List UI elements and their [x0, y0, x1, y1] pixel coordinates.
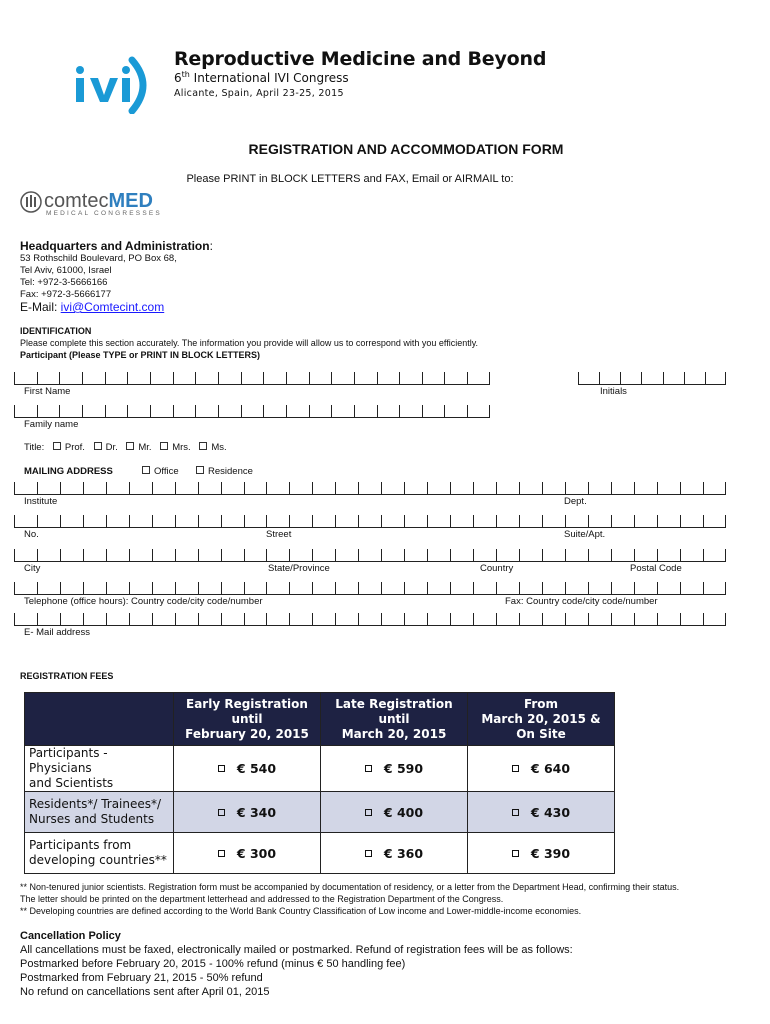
- letter-box[interactable]: [620, 372, 641, 384]
- letter-box[interactable]: [377, 372, 400, 384]
- letter-box[interactable]: [634, 515, 657, 527]
- letter-box[interactable]: [599, 372, 620, 384]
- hq-fax: Fax: +972-3-5666177: [20, 289, 112, 300]
- letter-box[interactable]: [657, 549, 680, 561]
- family-name-field[interactable]: [14, 405, 490, 418]
- telephone-label: Telephone (office hours): Country code/city code/number: [24, 596, 263, 607]
- letter-box[interactable]: [680, 549, 703, 561]
- number-label: No.: [24, 529, 39, 540]
- letter-box[interactable]: [473, 515, 496, 527]
- country-label: Country: [480, 563, 514, 574]
- letter-box[interactable]: [358, 482, 381, 494]
- letter-box[interactable]: [106, 613, 129, 625]
- fee-option[interactable]: € 360: [321, 833, 468, 874]
- letter-box[interactable]: [404, 613, 427, 625]
- letter-box[interactable]: [221, 549, 244, 561]
- letter-box[interactable]: [611, 482, 634, 494]
- letter-box[interactable]: [404, 515, 427, 527]
- letter-box[interactable]: [467, 405, 490, 417]
- letter-box[interactable]: [588, 515, 611, 527]
- letter-box[interactable]: [60, 482, 83, 494]
- letter-box[interactable]: [496, 582, 519, 594]
- letter-box[interactable]: [358, 582, 381, 594]
- letter-box[interactable]: [611, 582, 634, 594]
- letter-box[interactable]: [427, 549, 450, 561]
- institute-label: Institute: [24, 496, 58, 507]
- letter-box[interactable]: [354, 405, 377, 417]
- fee-option[interactable]: € 340: [174, 792, 321, 833]
- letter-box[interactable]: [106, 482, 129, 494]
- letter-box[interactable]: [266, 482, 289, 494]
- city-label: City: [24, 563, 41, 574]
- letter-box[interactable]: [519, 582, 542, 594]
- letter-box[interactable]: [198, 482, 221, 494]
- state-label: State/Province: [268, 563, 330, 574]
- letter-box[interactable]: [129, 613, 152, 625]
- letter-box[interactable]: [14, 372, 37, 384]
- letter-box[interactable]: [175, 549, 198, 561]
- institute-field[interactable]: [14, 482, 726, 495]
- title-mr-checkbox[interactable]: Mr.: [126, 442, 151, 453]
- letter-box[interactable]: [218, 405, 241, 417]
- letter-box[interactable]: [657, 515, 680, 527]
- letter-box[interactable]: [198, 549, 221, 561]
- letter-box[interactable]: [59, 405, 82, 417]
- letter-box[interactable]: [152, 515, 175, 527]
- letter-box[interactable]: [152, 549, 175, 561]
- letter-box[interactable]: [129, 549, 152, 561]
- letter-box[interactable]: [467, 372, 490, 384]
- letter-box[interactable]: [14, 549, 37, 561]
- cancellation-line: No refund on cancellations sent after April 01, 2015: [20, 986, 270, 998]
- letter-box[interactable]: [657, 482, 680, 494]
- letter-box[interactable]: [266, 582, 289, 594]
- fax-label: Fax: Country code/city code/number: [505, 596, 658, 607]
- letter-box[interactable]: [422, 372, 445, 384]
- letter-box[interactable]: [473, 482, 496, 494]
- letter-box[interactable]: [427, 582, 450, 594]
- letter-box[interactable]: [404, 482, 427, 494]
- letter-box[interactable]: [105, 372, 128, 384]
- letter-box[interactable]: [60, 515, 83, 527]
- letter-box[interactable]: [422, 405, 445, 417]
- letter-box[interactable]: [496, 482, 519, 494]
- letter-box[interactable]: [37, 405, 60, 417]
- letter-box[interactable]: [450, 482, 473, 494]
- footnote: ** Developing countries are defined according to the World Bank Country Classification of Low income and Lower-middle-income economies.: [20, 906, 582, 916]
- title-prof-checkbox[interactable]: Prof.: [53, 442, 85, 453]
- letter-box[interactable]: [266, 613, 289, 625]
- letter-box[interactable]: [354, 372, 377, 384]
- letter-box[interactable]: [331, 372, 354, 384]
- letter-box[interactable]: [312, 482, 335, 494]
- letter-box[interactable]: [198, 515, 221, 527]
- ivi-logo: [66, 56, 156, 114]
- form-title: REGISTRATION AND ACCOMMODATION FORM: [248, 141, 564, 157]
- letter-box[interactable]: [14, 582, 37, 594]
- letter-box[interactable]: [82, 405, 105, 417]
- fee-option[interactable]: € 390: [468, 833, 615, 874]
- letter-box[interactable]: [221, 582, 244, 594]
- letter-box[interactable]: [634, 613, 657, 625]
- letter-box[interactable]: [14, 405, 37, 417]
- letter-box[interactable]: [105, 405, 128, 417]
- letter-box[interactable]: [381, 613, 404, 625]
- letter-box[interactable]: [106, 549, 129, 561]
- letter-box[interactable]: [59, 372, 82, 384]
- letter-box[interactable]: [663, 372, 684, 384]
- letter-box[interactable]: [150, 372, 173, 384]
- letter-box[interactable]: [450, 582, 473, 594]
- letter-box[interactable]: [335, 613, 358, 625]
- letter-box[interactable]: [60, 613, 83, 625]
- first-name-field[interactable]: [14, 372, 490, 385]
- letter-box[interactable]: [588, 482, 611, 494]
- letter-box[interactable]: [106, 515, 129, 527]
- fees-header-row: [25, 693, 615, 746]
- letter-box[interactable]: [14, 482, 37, 494]
- letter-box[interactable]: [289, 582, 312, 594]
- letter-box[interactable]: [588, 549, 611, 561]
- title-ms-checkbox[interactable]: Ms.: [199, 442, 226, 453]
- telephone-fax-field[interactable]: [14, 582, 726, 595]
- letter-box[interactable]: [312, 515, 335, 527]
- letter-box[interactable]: [634, 582, 657, 594]
- letter-box[interactable]: [60, 549, 83, 561]
- first-name-label: First Name: [24, 386, 71, 397]
- fee-option[interactable]: € 590: [321, 746, 468, 792]
- letter-box[interactable]: [399, 405, 422, 417]
- letter-box[interactable]: [335, 515, 358, 527]
- fees-category: Participants - Physicians and Scientists: [25, 746, 174, 792]
- congress-location: Alicante, Spain, April 23-25, 2015: [174, 88, 344, 99]
- letter-box[interactable]: [588, 582, 611, 594]
- fees-category: Residents*/ Trainees*/ Nurses and Students: [25, 792, 174, 833]
- letter-box[interactable]: [241, 372, 264, 384]
- hq-address-line: Tel Aviv, 61000, Israel: [20, 265, 112, 276]
- letter-box[interactable]: [703, 582, 726, 594]
- fee-option[interactable]: € 400: [321, 792, 468, 833]
- letter-box[interactable]: [381, 515, 404, 527]
- city-field[interactable]: [14, 549, 726, 562]
- letter-box[interactable]: [221, 613, 244, 625]
- letter-box[interactable]: [473, 549, 496, 561]
- letter-box[interactable]: [496, 549, 519, 561]
- letter-box[interactable]: [175, 613, 198, 625]
- letter-box[interactable]: [335, 549, 358, 561]
- participant-instruction: Participant (Please TYPE or PRINT IN BLOCK LETTERS): [20, 350, 261, 360]
- letter-box[interactable]: [241, 405, 264, 417]
- letter-box[interactable]: [289, 613, 312, 625]
- letter-box[interactable]: [289, 482, 312, 494]
- letter-box[interactable]: [578, 372, 599, 384]
- letter-box[interactable]: [286, 405, 309, 417]
- letter-box[interactable]: [195, 405, 218, 417]
- letter-box[interactable]: [312, 613, 335, 625]
- residence-checkbox[interactable]: Residence: [196, 466, 253, 477]
- letter-box[interactable]: [680, 613, 703, 625]
- form-instructions: Please PRINT in BLOCK LETTERS and FAX, Email or AIRMAIL to:: [186, 173, 514, 185]
- letter-box[interactable]: [377, 405, 400, 417]
- fees-header-blank: [25, 693, 174, 746]
- letter-box[interactable]: [198, 582, 221, 594]
- letter-box[interactable]: [309, 405, 332, 417]
- letter-box[interactable]: [127, 372, 150, 384]
- letter-box[interactable]: [82, 372, 105, 384]
- letter-box[interactable]: [427, 482, 450, 494]
- letter-box[interactable]: [175, 482, 198, 494]
- letter-box[interactable]: [83, 482, 106, 494]
- letter-box[interactable]: [266, 549, 289, 561]
- identification-heading: IDENTIFICATION: [20, 326, 92, 336]
- letter-box[interactable]: [289, 515, 312, 527]
- hq-email-link[interactable]: ivi@Comtecint.com: [60, 300, 165, 314]
- letter-box[interactable]: [680, 482, 703, 494]
- letter-box[interactable]: [641, 372, 662, 384]
- letter-box[interactable]: [37, 582, 60, 594]
- letter-box[interactable]: [129, 482, 152, 494]
- fee-option[interactable]: € 430: [468, 792, 615, 833]
- office-checkbox[interactable]: Office: [142, 466, 179, 477]
- fees-heading: REGISTRATION FEES: [20, 671, 114, 681]
- letter-box[interactable]: [14, 515, 37, 527]
- letter-box[interactable]: [684, 372, 705, 384]
- fee-option[interactable]: € 640: [468, 746, 615, 792]
- dept-label: Dept.: [564, 496, 587, 507]
- letter-box[interactable]: [611, 549, 634, 561]
- fee-option[interactable]: € 300: [174, 833, 321, 874]
- letter-box[interactable]: [289, 549, 312, 561]
- letter-box[interactable]: [37, 372, 60, 384]
- letter-box[interactable]: [152, 482, 175, 494]
- cancellation-title: Cancellation Policy: [20, 930, 121, 942]
- letter-box[interactable]: [381, 582, 404, 594]
- letter-box[interactable]: [244, 515, 267, 527]
- letter-box[interactable]: [703, 613, 726, 625]
- title-label: Title:: [24, 442, 45, 453]
- fees-table: [24, 692, 615, 874]
- letter-box[interactable]: [129, 582, 152, 594]
- letter-box[interactable]: [444, 372, 467, 384]
- letter-box[interactable]: [450, 549, 473, 561]
- letter-box[interactable]: [218, 372, 241, 384]
- letter-box[interactable]: [173, 372, 196, 384]
- letter-box[interactable]: [611, 613, 634, 625]
- letter-box[interactable]: [173, 405, 196, 417]
- letter-box[interactable]: [705, 372, 726, 384]
- letter-box[interactable]: [244, 613, 267, 625]
- letter-box[interactable]: [404, 549, 427, 561]
- letter-box[interactable]: [634, 482, 657, 494]
- letter-box[interactable]: [83, 549, 106, 561]
- letter-box[interactable]: [473, 613, 496, 625]
- letter-box[interactable]: [444, 405, 467, 417]
- letter-box[interactable]: [312, 582, 335, 594]
- family-name-label: Family name: [24, 419, 79, 430]
- letter-box[interactable]: [565, 482, 588, 494]
- letter-box[interactable]: [519, 515, 542, 527]
- letter-box[interactable]: [312, 549, 335, 561]
- letter-box[interactable]: [266, 515, 289, 527]
- letter-box[interactable]: [565, 613, 588, 625]
- letter-box[interactable]: [381, 482, 404, 494]
- letter-box[interactable]: [542, 613, 565, 625]
- letter-box[interactable]: [129, 515, 152, 527]
- email-label: E- Mail address: [24, 627, 90, 638]
- letter-box[interactable]: [450, 515, 473, 527]
- title-mrs-checkbox[interactable]: Mrs.: [160, 442, 190, 453]
- title-dr-checkbox[interactable]: Dr.: [94, 442, 118, 453]
- letter-box[interactable]: [427, 613, 450, 625]
- initials-field[interactable]: [578, 372, 726, 385]
- letter-box[interactable]: [473, 582, 496, 594]
- letter-box[interactable]: [542, 582, 565, 594]
- letter-box[interactable]: [60, 582, 83, 594]
- letter-box[interactable]: [83, 613, 106, 625]
- letter-box[interactable]: [14, 613, 37, 625]
- letter-box[interactable]: [542, 549, 565, 561]
- letter-box[interactable]: [358, 613, 381, 625]
- letter-box[interactable]: [565, 515, 588, 527]
- letter-box[interactable]: [244, 582, 267, 594]
- letter-box[interactable]: [519, 613, 542, 625]
- letter-box[interactable]: [427, 515, 450, 527]
- letter-box[interactable]: [496, 613, 519, 625]
- letter-box[interactable]: [221, 515, 244, 527]
- onsite-registration-header: From March 20, 2015 & On Site: [468, 693, 615, 746]
- cancellation-line: All cancellations must be faxed, electronically mailed or postmarked. Refund of registration fees will be as follows:: [20, 944, 573, 956]
- early-registration-header: Early Registration until February 20, 2015: [174, 693, 321, 746]
- letter-box[interactable]: [634, 549, 657, 561]
- letter-box[interactable]: [358, 515, 381, 527]
- fee-option[interactable]: € 540: [174, 746, 321, 792]
- identification-text: Please complete this section accurately. The information you provide will allow us to correspond with you efficiently.: [20, 338, 479, 348]
- letter-box[interactable]: [175, 582, 198, 594]
- letter-box[interactable]: [150, 405, 173, 417]
- letter-box[interactable]: [680, 515, 703, 527]
- letter-box[interactable]: [335, 482, 358, 494]
- cancellation-line: Postmarked before February 20, 2015 - 100% refund (minus € 50 handling fee): [20, 958, 406, 970]
- letter-box[interactable]: [263, 372, 286, 384]
- letter-box[interactable]: [37, 482, 60, 494]
- letter-box[interactable]: [611, 515, 634, 527]
- letter-box[interactable]: [83, 582, 106, 594]
- congress-subtitle: 6th International IVI Congress: [174, 70, 349, 85]
- letter-box[interactable]: [286, 372, 309, 384]
- letter-box[interactable]: [450, 613, 473, 625]
- footnote: The letter should be printed on the department letterhead and addressed to the Registration Department of the Congress.: [20, 894, 504, 904]
- letter-box[interactable]: [542, 482, 565, 494]
- hq-title: Headquarters and Administration:: [20, 239, 213, 253]
- letter-box[interactable]: [519, 549, 542, 561]
- late-registration-header: Late Registration until March 20, 2015: [321, 693, 468, 746]
- letter-box[interactable]: [335, 582, 358, 594]
- letter-box[interactable]: [37, 613, 60, 625]
- letter-box[interactable]: [657, 582, 680, 594]
- letter-box[interactable]: [37, 549, 60, 561]
- congress-title: Reproductive Medicine and Beyond: [174, 48, 547, 70]
- letter-box[interactable]: [244, 482, 267, 494]
- comtec-tagline: MEDICAL CONGRESSES: [46, 210, 162, 217]
- cancellation-line: Postmarked from February 21, 2015 - 50% refund: [20, 972, 263, 984]
- letter-box[interactable]: [198, 613, 221, 625]
- letter-box[interactable]: [680, 582, 703, 594]
- email-field[interactable]: [14, 613, 726, 626]
- mailing-address-heading: MAILING ADDRESS: [24, 466, 113, 477]
- letter-box[interactable]: [37, 515, 60, 527]
- comtec-logo-text: comtecMED: [44, 190, 153, 212]
- letter-box[interactable]: [358, 549, 381, 561]
- letter-box[interactable]: [404, 582, 427, 594]
- fees-category: Participants from developing countries**: [25, 833, 174, 874]
- postal-code-label: Postal Code: [630, 563, 682, 574]
- fees-row: [25, 792, 615, 833]
- letter-box[interactable]: [542, 515, 565, 527]
- fees-row: [25, 746, 615, 792]
- suite-label: Suite/Apt.: [564, 529, 606, 540]
- letter-box[interactable]: [221, 482, 244, 494]
- letter-box[interactable]: [195, 372, 218, 384]
- initials-label: Initials: [600, 386, 627, 397]
- street-field[interactable]: [14, 515, 726, 528]
- letter-box[interactable]: [175, 515, 198, 527]
- letter-box[interactable]: [244, 549, 267, 561]
- letter-box[interactable]: [657, 613, 680, 625]
- letter-box[interactable]: [565, 549, 588, 561]
- letter-box[interactable]: [152, 613, 175, 625]
- letter-box[interactable]: [106, 582, 129, 594]
- letter-box[interactable]: [588, 613, 611, 625]
- hq-phone: Tel: +972-3-5666166: [20, 277, 108, 288]
- letter-box[interactable]: [309, 372, 332, 384]
- letter-box[interactable]: [565, 582, 588, 594]
- fees-row: [25, 833, 615, 874]
- letter-box[interactable]: [83, 515, 106, 527]
- letter-box[interactable]: [399, 372, 422, 384]
- letter-box[interactable]: [703, 549, 726, 561]
- letter-box[interactable]: [263, 405, 286, 417]
- letter-box[interactable]: [152, 582, 175, 594]
- letter-box[interactable]: [127, 405, 150, 417]
- letter-box[interactable]: [496, 515, 519, 527]
- letter-box[interactable]: [519, 482, 542, 494]
- letter-box[interactable]: [703, 482, 726, 494]
- letter-box[interactable]: [703, 515, 726, 527]
- footnote: ** Non-tenured junior scientists. Registration form must be accompanied by documentation of residency, or a letter from the Department Head, confirming their status.: [20, 882, 680, 892]
- hq-address-line: 53 Rothschild Boulevard, PO Box 68,: [20, 253, 177, 264]
- street-label: Street: [266, 529, 292, 540]
- letter-box[interactable]: [331, 405, 354, 417]
- title-options: [24, 442, 227, 453]
- hq-email: E-Mail: ivi@Comtecint.com: [20, 300, 165, 314]
- letter-box[interactable]: [381, 549, 404, 561]
